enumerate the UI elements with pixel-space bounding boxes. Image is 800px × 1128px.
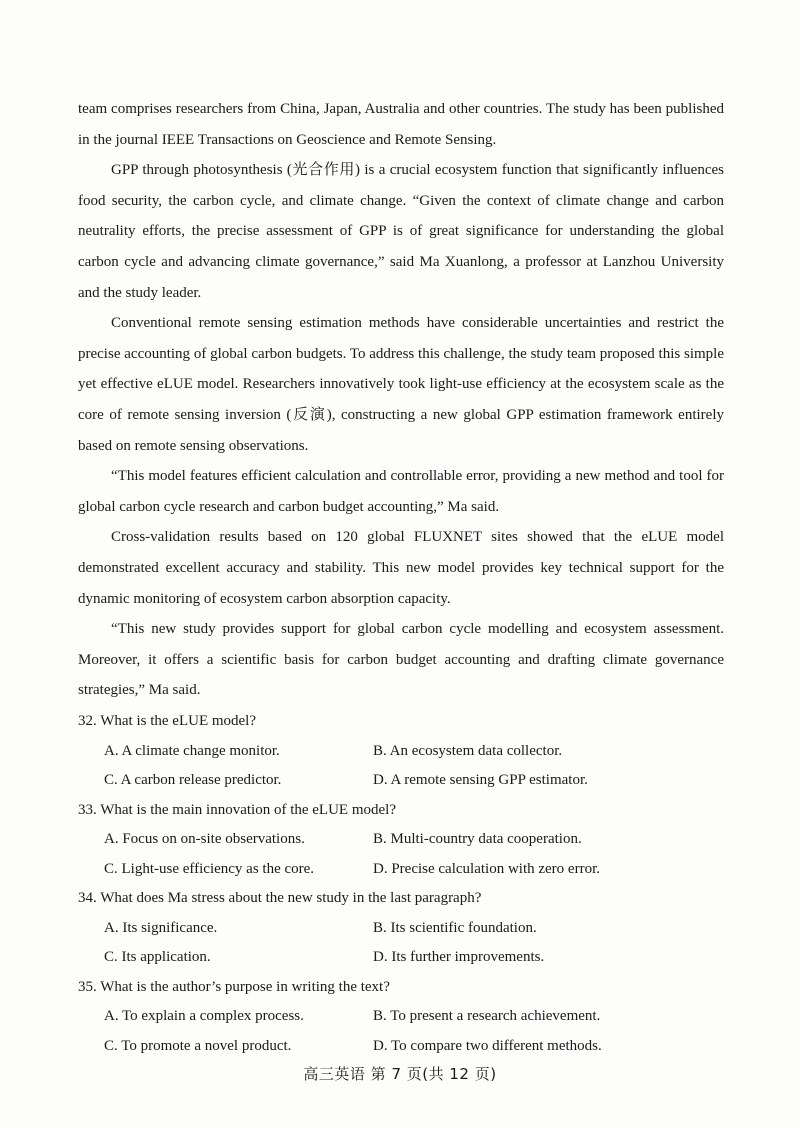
option-b[interactable]: B. To present a research achievement.	[373, 1008, 601, 1024]
option-d[interactable]: D. Its further improvements.	[373, 949, 545, 965]
passage-paragraph: Conventional remote sensing estimation methods have considerable uncertainties and restrict the precise accounting of global carbon budgets. To address this challenge, the study team proposed this simple yet effective eLUE model. Researchers innovatively took light-use efficiency at the ecosystem scale as the core of remote sensing inversion (反演), constructing a new global GPP estimation framework entirely based on remote sensing observations.	[78, 315, 724, 454]
option-a[interactable]: A. Focus on on-site observations.	[104, 831, 305, 847]
passage-paragraph: Cross-validation results based on 120 global FLUXNET sites showed that the eLUE model demonstrated excellent accuracy and stability. This new model provides key technical support for the dynamic monitoring of ecosystem carbon absorption capacity.	[78, 529, 724, 607]
option-d[interactable]: D. To compare two different methods.	[373, 1037, 602, 1054]
question-32	[78, 707, 724, 796]
question-stem: 35. What is the author’s purpose in writing the text?	[78, 978, 390, 995]
option-a[interactable]: A. A climate change monitor.	[104, 742, 280, 759]
option-d[interactable]: D. A remote sensing GPP estimator.	[373, 772, 588, 788]
option-a[interactable]: A. To explain a complex process.	[104, 1008, 304, 1024]
option-c[interactable]: C. A carbon release predictor.	[104, 772, 282, 788]
option-b[interactable]: B. Multi-country data cooperation.	[373, 831, 582, 847]
option-c[interactable]: C. To promote a novel product.	[104, 1037, 292, 1054]
reading-passage	[78, 94, 724, 706]
option-b[interactable]: B. Its scientific foundation.	[373, 919, 537, 936]
question-33	[78, 796, 724, 885]
option-d[interactable]: D. Precise calculation with zero error.	[373, 860, 600, 877]
passage-paragraph: team comprises researchers from China, Japan, Australia and other countries. The study has been published in the journal IEEE Transactions on Geoscience and Remote Sensing.	[78, 101, 724, 148]
option-a[interactable]: A. Its significance.	[104, 919, 218, 936]
question-35	[78, 973, 724, 1062]
question-stem: 33. What is the main innovation of the eLUE model?	[78, 801, 396, 818]
passage-paragraph: “This model features efficient calculation and controllable error, providing a new method and tool for global carbon cycle research and carbon budget accounting,” Ma said.	[78, 468, 724, 515]
question-stem: 32. What is the eLUE model?	[78, 713, 257, 729]
passage-paragraph: “This new study provides support for global carbon cycle modelling and ecosystem assessment. Moreover, it offers a scientific basis for carbon budget accounting and drafting climate governance strategies,” Ma said.	[78, 621, 724, 699]
page-footer: 高三英语 第 7 页(共 12 页)	[303, 1065, 497, 1083]
question-stem: 34. What does Ma stress about the new study in the last paragraph?	[78, 890, 482, 906]
option-c[interactable]: C. Light-use efficiency as the core.	[104, 860, 315, 877]
option-b[interactable]: B. An ecosystem data collector.	[373, 742, 563, 759]
option-c[interactable]: C. Its application.	[104, 949, 211, 965]
question-34	[78, 884, 724, 973]
question-list	[78, 707, 724, 1061]
passage-paragraph: GPP through photosynthesis (光合作用) is a crucial ecosystem function that significantly influences food security, the carbon cycle, and climate change. “Given the context of climate change and carbon neutrality efforts, the precise assessment of GPP is of great significance for understanding the global carbon cycle and advancing climate governance,” said Ma Xuanlong, a professor at Lanzhou University and the study leader.	[78, 162, 724, 301]
